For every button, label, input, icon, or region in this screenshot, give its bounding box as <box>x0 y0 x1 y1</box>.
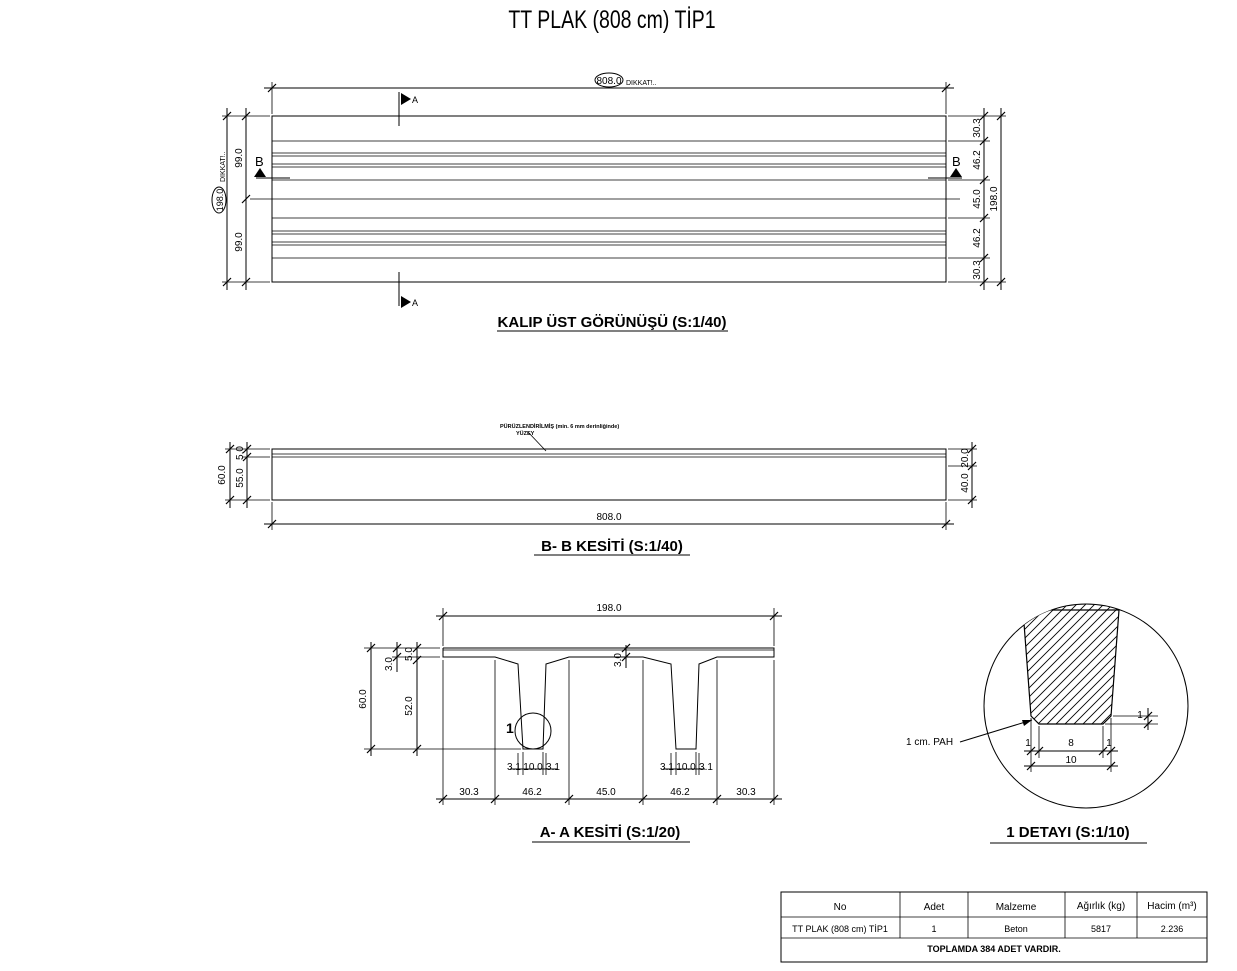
aa-rib-dim-left-3: 3.1 <box>546 762 560 773</box>
right-dim-5: 30.3 <box>972 260 983 280</box>
table-cell-hacim: 2.236 <box>1160 924 1184 934</box>
aa-rib-dim-left-2: 10.0 <box>523 762 543 773</box>
aa-rib-height: 52.0 <box>404 696 415 716</box>
aa-rib-dim-right-3: 3.1 <box>699 762 713 773</box>
table-header-adet: Adet <box>923 902 945 913</box>
aa-height-total: 60.0 <box>358 689 369 709</box>
aa-bottom-dim-5: 30.3 <box>736 787 756 798</box>
table-cell-no: TT PLAK (808 cm) TİP1 <box>792 924 888 934</box>
bb-left-total: 60.0 <box>217 465 228 485</box>
table-cell-agirlik: 5817 <box>1090 924 1112 934</box>
hatch-line <box>1130 600 1237 740</box>
sheet-title: TT PLAK (808 cm) TİP1 <box>508 5 716 34</box>
aa-mid-flange: 3.0 <box>613 653 624 667</box>
bb-note-line1: PÜRÜZLENDİRİLMİŞ (min. 6 mm derinliğinde) <box>500 424 620 430</box>
hatch-line <box>869 600 1009 740</box>
aa-bottom-dim-4: 46.2 <box>670 787 690 798</box>
top-length-dim: 808.0 <box>596 76 622 87</box>
aa-section-label: A- A KESİTİ (S:1/20) <box>539 824 681 841</box>
bb-right-bottom: 40.0 <box>960 473 971 493</box>
table-header-agirlik: Ağırlık (kg) <box>1076 901 1126 912</box>
aa-flange-right: 5.0 <box>404 647 415 661</box>
table-cell-malzeme: Beton <box>1004 924 1028 934</box>
aa-rib-dim-left-1: 3.1 <box>507 762 521 773</box>
hatch-line <box>1112 600 1237 740</box>
detail-chamfer-note: 1 cm. PAH <box>906 737 954 748</box>
table-cell-adet: 1 <box>931 924 937 934</box>
left-width-dim: 198.0 <box>215 188 225 212</box>
bb-left-top: 5.0 <box>235 446 246 460</box>
aa-width-dim: 198.0 <box>596 603 622 614</box>
aa-flange-left: 3.0 <box>384 657 395 671</box>
bb-length-dim: 808.0 <box>596 512 622 523</box>
detail-dim-3: 1 <box>1106 738 1112 749</box>
aa-section-profile <box>364 608 782 805</box>
aa-bottom-dim-1: 30.3 <box>459 787 479 798</box>
right-total-dim: 198.0 <box>989 186 1000 212</box>
hatch-line <box>1103 600 1237 740</box>
bb-note-line2: YÜZEY <box>516 431 535 437</box>
hatch-line <box>860 600 1000 740</box>
table-header-malzeme: Malzeme <box>995 902 1037 913</box>
bb-right-top: 20.0 <box>960 448 971 468</box>
detail-1-circle <box>984 604 1188 808</box>
top-view-label: KALIP ÜST GÖRÜNÜŞÜ (S:1/40) <box>497 314 727 331</box>
section-b-marker-right: B <box>952 154 961 169</box>
hatch-line <box>905 600 1045 740</box>
hatch-line <box>896 600 1036 740</box>
aa-bottom-dim-3: 45.0 <box>596 787 616 798</box>
detail-side-dim: 1 <box>1137 710 1143 721</box>
top-length-note: DIKKAT!.. <box>626 80 657 87</box>
section-b-marker-left: B <box>255 154 264 169</box>
section-a-marker-bottom: A <box>412 298 419 308</box>
detail-total: 10 <box>1065 755 1077 766</box>
hatch-line <box>878 600 1018 740</box>
hatch-line <box>887 600 1027 740</box>
table-footer: TOPLAMDA 384 ADET VARDIR. <box>927 944 1061 954</box>
aa-detail-marker: 1 <box>506 720 514 736</box>
top-view-plan <box>250 92 962 308</box>
section-a-marker-top: A <box>412 95 419 105</box>
table-header-no: No <box>833 902 847 913</box>
left-width-note: DIKKAT!.. <box>220 151 227 182</box>
right-dim-1: 30.3 <box>972 118 983 138</box>
right-dim-2: 46.2 <box>972 150 983 170</box>
detail-dim-2: 8 <box>1068 738 1074 749</box>
detail-label: 1 DETAYI (S:1/10) <box>1006 824 1130 841</box>
table-header-hacim: Hacim (m³) <box>1147 901 1197 912</box>
hatch-line <box>1139 600 1237 740</box>
aa-rib-dim-right-1: 3.1 <box>660 762 674 773</box>
bb-left-bottom: 55.0 <box>235 468 246 488</box>
aa-rib-dim-right-2: 10.0 <box>676 762 696 773</box>
right-dim-3: 45.0 <box>972 189 983 209</box>
aa-bottom-dim-2: 46.2 <box>522 787 542 798</box>
left-half-bottom-dim: 99.0 <box>234 232 245 252</box>
detail-dim-1: 1 <box>1025 738 1031 749</box>
bb-section-label: B- B KESİTİ (S:1/40) <box>541 538 683 555</box>
right-dim-4: 46.2 <box>972 228 983 248</box>
left-half-top-dim: 99.0 <box>234 148 245 168</box>
